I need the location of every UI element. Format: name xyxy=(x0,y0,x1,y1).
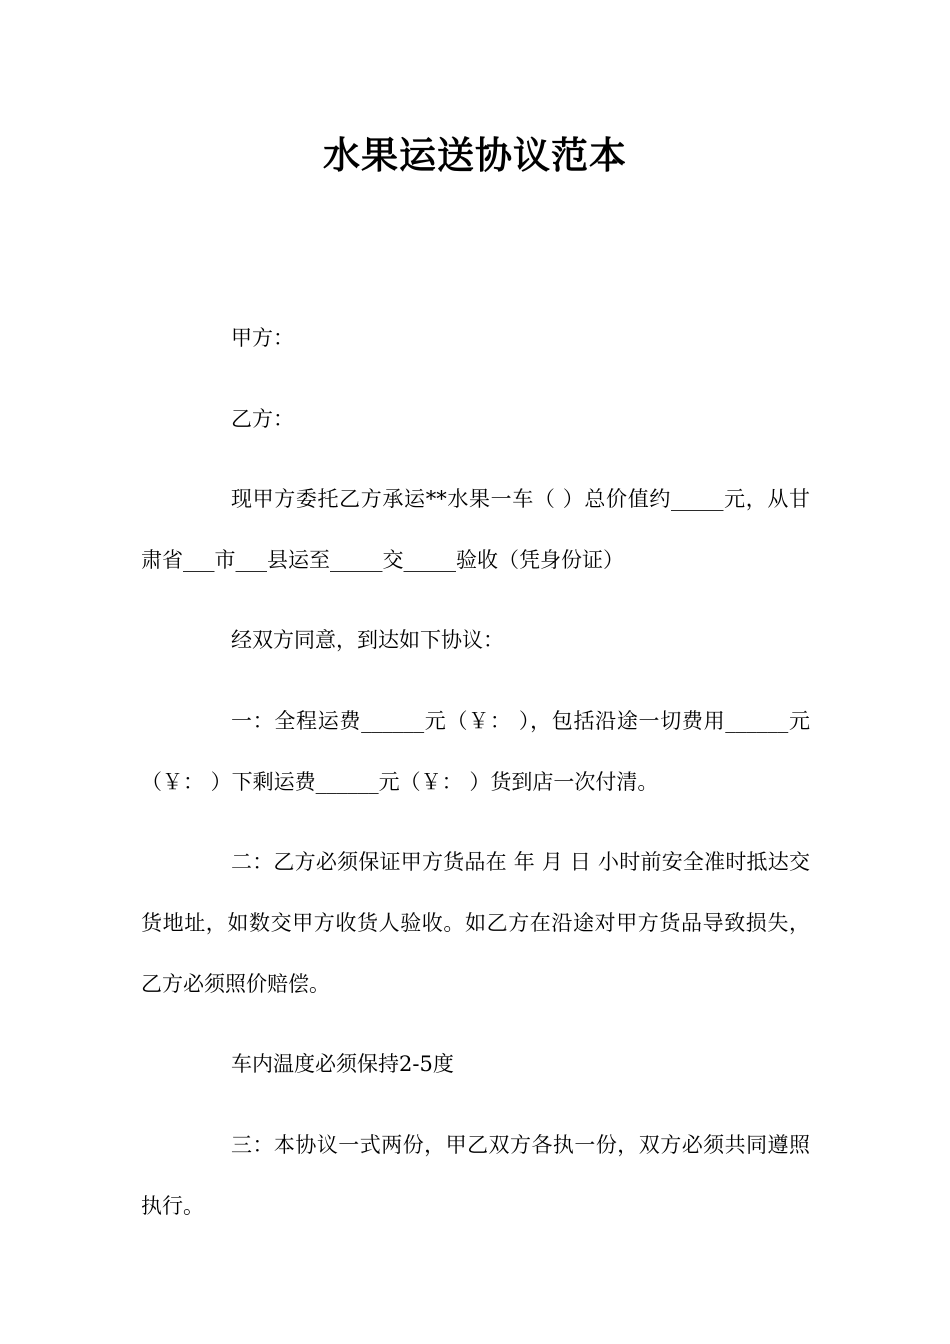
document-title: 水果运送协议范本 xyxy=(323,134,627,177)
party-b-line: 乙方： xyxy=(231,407,294,431)
party-a-line: 甲方： xyxy=(231,326,294,350)
clause-three-copies: 三：本协议一式两份，甲乙双方各执一份，双方必须共同遵照执行。 xyxy=(141,1133,810,1218)
agreement-intro: 经双方同意，到达如下协议： xyxy=(231,628,504,652)
clause-two-delivery: 二：乙方必须保证甲方货品在 年 月 日 小时前安全准时抵达交货地址，如数交甲方收货人验收。如乙方在沿途对甲方货品导致损失，乙方必须照价赔偿。 xyxy=(141,850,810,996)
commission-paragraph: 现甲方委托乙方承运**水果一车（ ）总价值约_____元，从甘肃省___市___县运至_____交_____验收（凭身份证） xyxy=(141,487,810,572)
temperature-requirement: 车内温度必须保持2-5度 xyxy=(231,1052,454,1076)
clause-one-freight: 一：全程运费______元（￥： ），包括沿途一切费用______元（￥： ）下剩运费______元（￥： ）货到店一次付清。 xyxy=(141,709,810,794)
